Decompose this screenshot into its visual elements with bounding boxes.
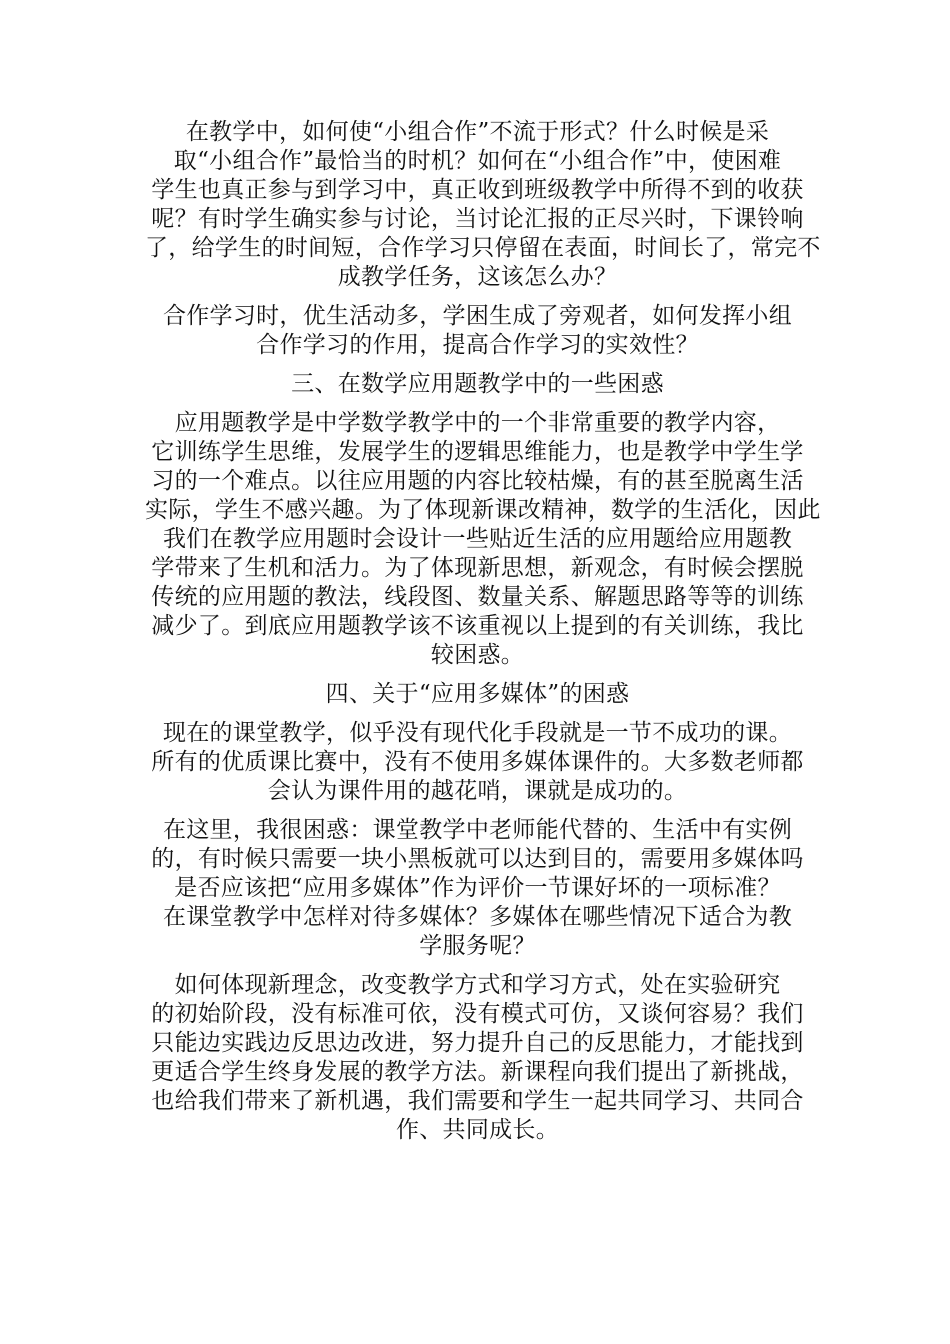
text-line: 我们在教学应用题时会设计一些贴近生活的应用题给应用题教 xyxy=(162,526,793,552)
text-line: 它训练学生思维，发展学生的逻辑思维能力，也是教学中学生学 xyxy=(151,439,804,465)
text-line: 减少了。到底应用题教学该不该重视以上提到的有关训练，我比 xyxy=(151,613,804,639)
text-line: 传统的应用题的教法，线段图、数量关系、解题思路等等的训练 xyxy=(151,584,804,610)
text-line: 的初始阶段，没有标准可依，没有模式可仿，又谈何容易？我们 xyxy=(151,1001,804,1027)
text-line: 作、共同成长。 xyxy=(395,1117,560,1143)
text-line: 取“小组合作”最恰当的时机？如何在“小组合作”中，使困难 xyxy=(173,148,782,174)
text-line: 只能边实践边反思边改进，努力提升自己的反思能力，才能找到 xyxy=(151,1030,804,1056)
paragraph-multimedia-current xyxy=(145,719,810,806)
text-line: 呢？有时学生确实参与讨论，当讨论汇报的正尽兴时，下课铃响 xyxy=(151,206,804,232)
text-line: 在课堂教学中怎样对待多媒体？多媒体在哪些情况下适合为教 xyxy=(162,904,793,930)
text-line: 合作学习的作用，提高合作学习的实效性？ xyxy=(256,332,699,358)
text-line: 成教学任务，这该怎么办？ xyxy=(337,264,618,290)
section-heading: 三、在数学应用题教学中的一些困惑 xyxy=(291,371,664,397)
paragraph-conclusion xyxy=(145,971,810,1145)
text-line: 在这里，我很困惑：课堂教学中老师能代替的、生活中有实例 xyxy=(162,817,793,843)
text-line: 在教学中，如何使“小组合作”不流于形式？什么时候是采 xyxy=(185,119,770,145)
paragraph-group-effectiveness xyxy=(145,302,810,360)
text-line: 应用题教学是中学数学教学中的一个非常重要的教学内容， xyxy=(174,410,781,436)
section-heading-word-problems xyxy=(145,370,810,399)
text-line: 习的一个难点。以往应用题的内容比较枯燥，有的甚至脱离生活 xyxy=(151,468,804,494)
text-line: 所有的优质课比赛中，没有不使用多媒体课件的。大多数老师都 xyxy=(151,749,804,775)
text-line: 会认为课件用的越花哨，课就是成功的。 xyxy=(267,778,688,804)
text-line: 合作学习时，优生活动多，学困生成了旁观者，如何发挥小组 xyxy=(162,303,793,329)
text-line: 学带来了生机和活力。为了体现新思想，新观念，有时候会摆脱 xyxy=(151,555,804,581)
text-line: 是否应该把“应用多媒体”作为评价一节课好坏的一项标准？ xyxy=(174,875,781,901)
text-line: 更适合学生终身发展的教学方法。新课程向我们提出了新挑战， xyxy=(151,1059,804,1085)
text-line: 现在的课堂教学，似乎没有现代化手段就是一节不成功的课。 xyxy=(162,720,793,746)
text-line: 了，给学生的时间短，合作学习只停留在表面，时间长了，常完不 xyxy=(145,235,821,261)
paragraph-multimedia-confusion xyxy=(145,816,810,961)
text-line: 的，有时候只需要一块小黑板就可以达到目的，需要用多媒体吗 xyxy=(151,846,804,872)
section-heading-multimedia xyxy=(145,680,810,709)
text-line: 学生也真正参与到学习中，真正收到班级教学中所得不到的收获 xyxy=(151,177,804,203)
paragraph-group-work-concerns xyxy=(145,118,821,292)
text-line: 学服务呢？ xyxy=(419,933,536,959)
paragraph-word-problems xyxy=(145,409,821,670)
text-line: 较困惑。 xyxy=(430,642,525,668)
text-line: 如何体现新理念，改变教学方式和学习方式，处在实验研究 xyxy=(174,972,781,998)
text-line: 实际，学生不感兴趣。为了体现新课改精神，数学的生活化，因此 xyxy=(145,497,821,523)
document-page xyxy=(145,118,821,1145)
text-line: 也给我们带来了新机遇，我们需要和学生一起共同学习、共同合 xyxy=(151,1088,804,1114)
section-heading: 四、关于“应用多媒体”的困惑 xyxy=(325,681,630,707)
